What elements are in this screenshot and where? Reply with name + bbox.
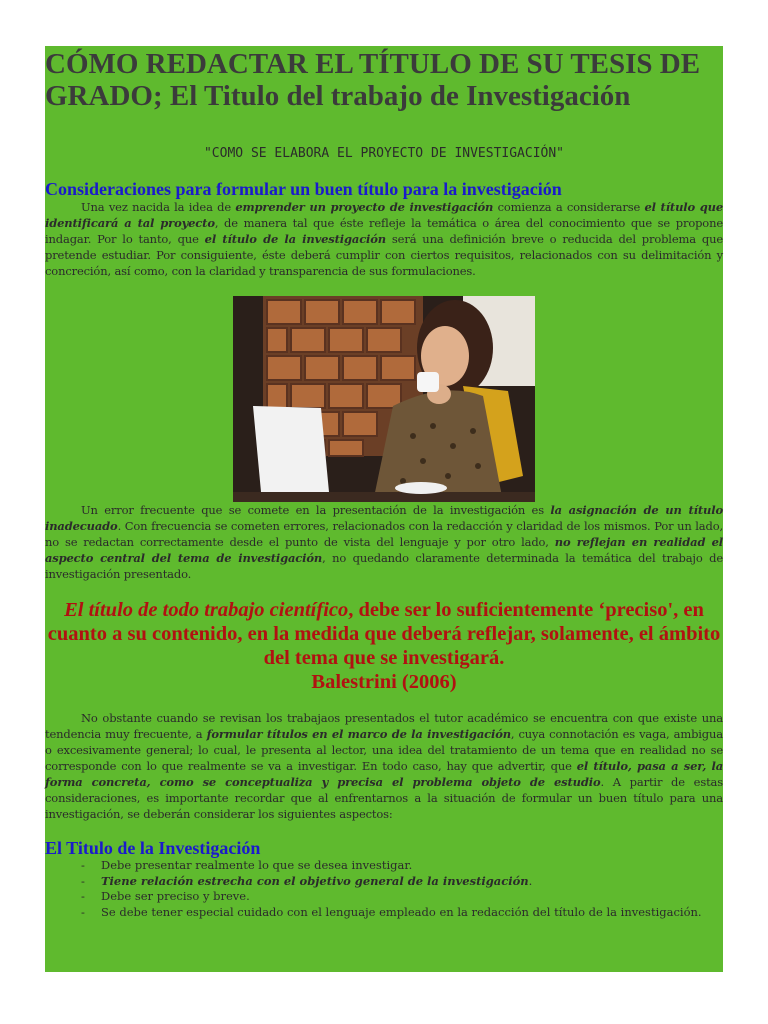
paragraph-intro: Una vez nacida la idea de emprender un proyecto de investigación comienza a considerarse el título que identificará a tal proyecto, de manera tal que éste refleje la temática o área del conocimiento que se propone indagar. Por lo tanto, que el título de la investigación será una definición breve o reducida del problema que pretende estudiar. Por consiguiente, éste deberá cumplir con ciertos requisitos, relacionados con su delimitación y concreción, así como, con la claridad y transparencia de sus formulaciones. — [45, 200, 723, 278]
woman-with-laptop-photo — [233, 296, 535, 502]
document-title: CÓMO REDACTAR EL TÍTULO DE SU TESIS DE GRADO; El Titulo del trabajo de Investigación — [45, 48, 701, 112]
title-requirements-list — [45, 858, 723, 920]
list-item: - Se debe tener especial cuidado con el lenguaje empleado en la redacción del título de la investigación. — [81, 904, 702, 919]
photo-illustration — [233, 296, 535, 502]
document-subtitle: "COMO SE ELABORA EL PROYECTO DE INVESTIGACIÓN" — [203, 146, 565, 161]
paragraph-tendency: No obstante cuando se revisan los trabajaos presentados el tutor académico se encuentra con que existe una tendencia muy frecuente, a formular títulos en el marco de la investigación, cuya connotación es vaga, ambigua o excesivamente general; lo cual, le presenta al lector, una idea del tratamiento de un tema que en realidad no se corresponde con lo que realmente se va a investigar. En todo caso, hay que advertir, que el título, pasa a ser, la forma concreta, como se conceptualiza y precisa el problema objeto de estudio. A partir de estas consideraciones, es importante recordar que al enfrentarnos a la situación de formular un buen título para una investigación, se deberán considerar los siguientes aspectos: — [45, 711, 724, 821]
list-item: - Debe ser preciso y breve. — [81, 889, 250, 903]
section-heading-title: El Titulo de la Investigación — [45, 838, 261, 858]
paragraph-common-error: Un error frecuente que se comete en la presentación de la investigación es la asignación de un título inadecuado. Con frecuencia se cometen errores, relacionados con la redacción y claridad de los mismos. Por un lado, no se redactan correctamente desde el punto de vista del lenguaje y por otro lado, no reflejan en realidad el aspecto central del tema de investigación, no quedando claramente determinada la temática del trabajo de investigación presentado. — [45, 503, 723, 581]
section-heading-considerations: Consideraciones para formular un buen título para la investigación — [45, 179, 562, 199]
quote-author: Balestrini (2006) — [311, 671, 457, 693]
document-page — [45, 46, 723, 972]
list-item: - Debe presentar realmente lo que se desea investigar. — [81, 858, 413, 872]
highlighted-quote: El título de todo trabajo científico, debe ser lo suficientemente ‘preciso', en cuanto a su contenido, en la medida que deberá reflejar, solamente, el ámbito del tema que se investigará. Balestrini (2006) — [47, 599, 721, 693]
list-item: - Tiene relación estrecha con el objetivo general de la investigación. — [81, 873, 533, 888]
